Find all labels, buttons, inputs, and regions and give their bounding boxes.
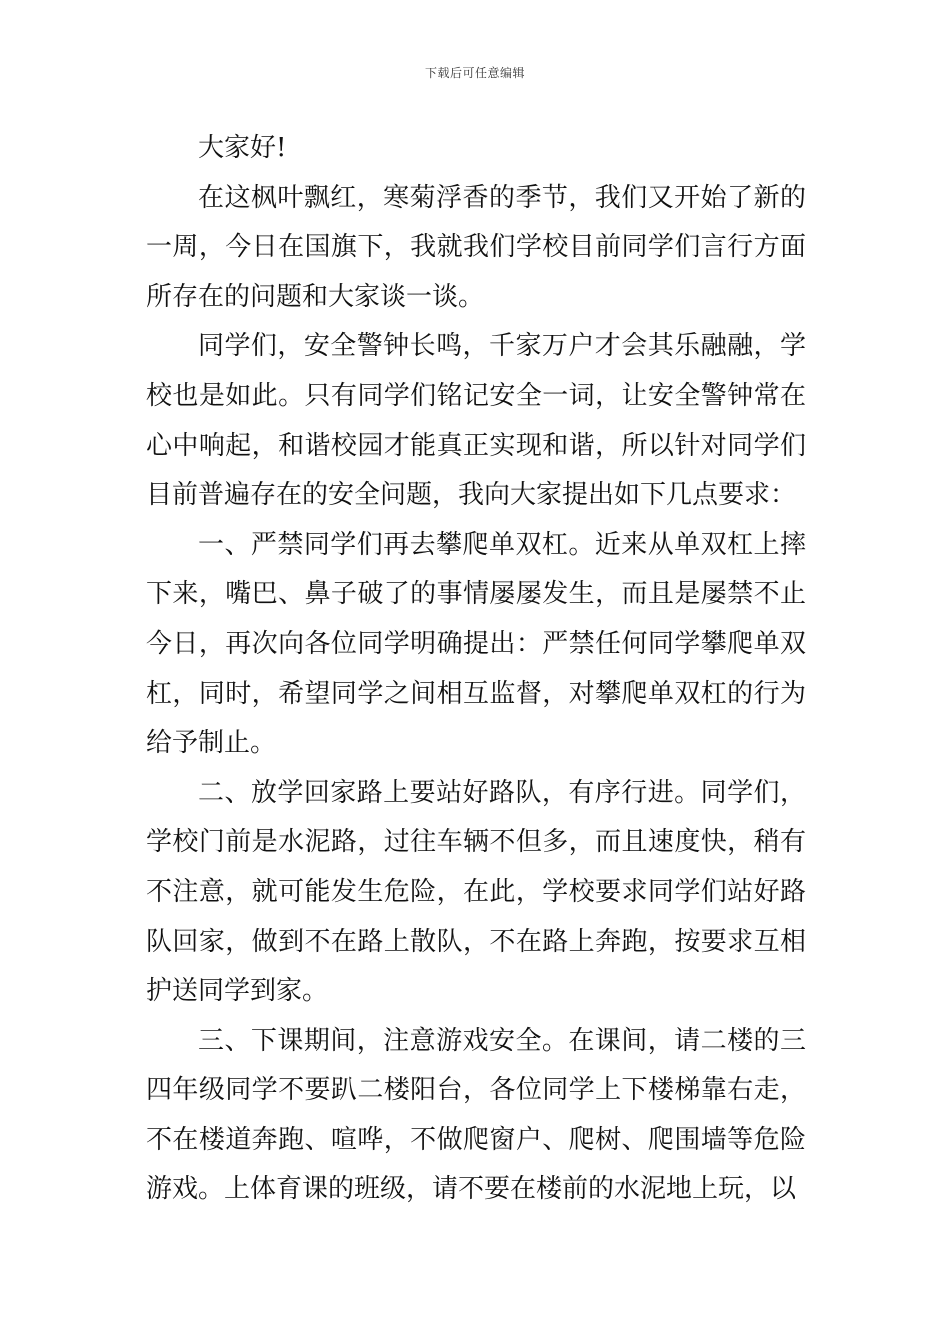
- page-header: 下载后可任意编辑: [424, 66, 525, 80]
- paragraph-greeting: 大家好!: [198, 133, 287, 163]
- paragraph-intro: 在这枫叶飘红，寒菊浮香的季节，我们又开始了新的一周，今日在国旗下，我就我们学校目前同学们言行方面所存在的问题和大家谈一谈。: [146, 182, 806, 312]
- paragraph-rule-two: 二、放学回家路上要站好路队，有序行进。同学们，学校门前是水泥路，过往车辆不但多，而且速度快，稍有不注意，就可能发生危险，在此，学校要求同学们站好路队回家，做到不在路上散队，不在路上奔跑，按要求互相护送同学到家。: [146, 777, 806, 1007]
- document-body: [146, 124, 806, 1215]
- paragraph-rule-one: 一、严禁同学们再去攀爬单双杠。近来从单双杠上摔下来，嘴巴、鼻子破了的事情屡屡发生，而且是屡禁不止今日，再次向各位同学明确提出：严禁任何同学攀爬单双杠，同时，希望同学之间相互监督，对攀爬单双杠的行为给予制止。: [146, 529, 806, 759]
- paragraph-rule-three: 三、下课期间，注意游戏安全。在课间，请二楼的三四年级同学不要趴二楼阳台，各位同学上下楼梯靠右走，不在楼道奔跑、喧哗，不做爬窗户、爬树、爬围墙等危险游戏。上体育课的班级，请不要在楼前的水泥地上玩，以: [146, 1025, 806, 1205]
- paragraph-safety: 同学们，安全警钟长鸣，千家万户才会其乐融融，学校也是如此。只有同学们铭记安全一词，让安全警钟常在心中响起，和谐校园才能真正实现和谐，所以针对同学们目前普遍存在的安全问题，我向大家提出如下几点要求：: [146, 331, 806, 511]
